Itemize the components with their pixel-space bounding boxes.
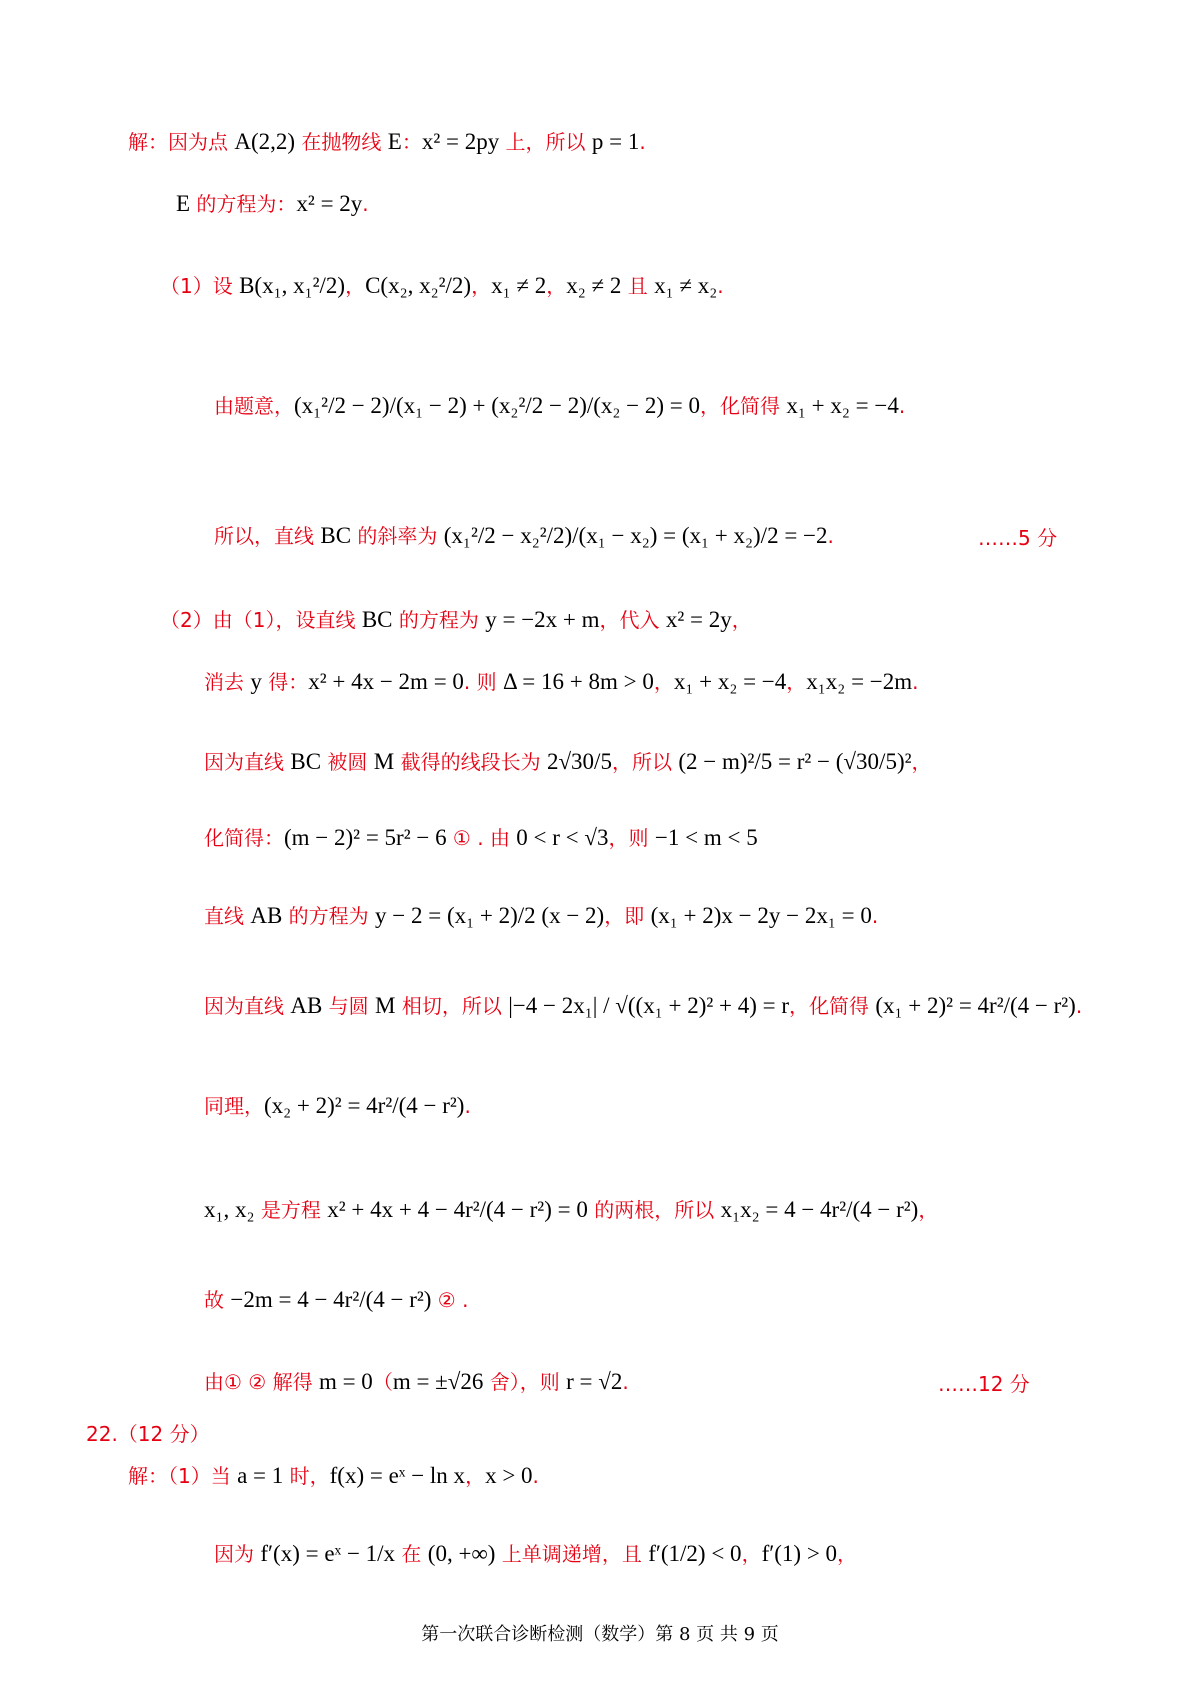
text-segment: ， xyxy=(465,1464,486,1488)
text-segment: 相切，所以 xyxy=(395,994,509,1018)
text-segment: 的斜率为 xyxy=(351,524,444,548)
text-segment: （1）设 xyxy=(160,274,240,298)
text-segment: 因为 xyxy=(214,1542,261,1566)
solution-line xyxy=(204,748,932,776)
text-segment: 与圆 xyxy=(322,994,376,1018)
text-segment: 时， xyxy=(283,1464,330,1488)
text-segment: 因为直线 xyxy=(204,994,291,1018)
text-segment: ， xyxy=(546,274,567,298)
math-expression: x² + 4x + 4 − 4r²/(4 − r²) = 0 xyxy=(327,1197,588,1222)
text-segment: . xyxy=(622,1370,629,1394)
math-expression: (x₁²/2 − x₂²/2)/(x₁ − x₂) = (x₁ + x₂)/2 = −2 xyxy=(443,523,828,548)
math-expression: (2 − m)²/5 = r² − (√30/5)² xyxy=(678,749,912,774)
score-marker: ……12 分 xyxy=(938,1372,1030,1396)
page-footer: 第一次联合诊断检测（数学）第 8 页 共 9 页 xyxy=(421,1624,779,1645)
text-segment: ， xyxy=(918,1198,939,1222)
solution-line xyxy=(204,1092,471,1120)
text-segment: 由题意， xyxy=(214,394,294,418)
math-expression: m = ±√26 xyxy=(392,1369,484,1394)
math-expression: A(2,2) xyxy=(234,129,296,154)
text-segment: 直线 xyxy=(204,904,251,928)
text-segment: . 则 xyxy=(463,670,503,694)
text-segment: 解：（1）当 xyxy=(128,1464,238,1488)
solution-line xyxy=(214,1540,857,1568)
text-segment: ， xyxy=(731,608,752,632)
text-segment: . xyxy=(827,524,834,548)
solution-line xyxy=(214,522,834,550)
solution-line xyxy=(160,272,724,300)
text-segment: . xyxy=(871,904,879,928)
text-segment: ， xyxy=(741,1542,762,1566)
solution-line xyxy=(176,190,369,218)
math-expression: BC xyxy=(320,523,352,548)
score-marker: ……5 分 xyxy=(978,526,1058,550)
math-expression: BC xyxy=(361,607,393,632)
math-expression: x² = 2py xyxy=(421,129,500,154)
text-segment: 消去 xyxy=(204,670,251,694)
math-expression: f′(x) = eˣ − 1/x xyxy=(260,1541,396,1566)
text-segment: 因为直线 xyxy=(204,750,291,774)
text-segment: 被圆 xyxy=(321,750,374,774)
math-expression: (0, +∞) xyxy=(427,1541,496,1566)
math-expression: f(x) = eˣ − ln x xyxy=(329,1463,466,1488)
math-expression: x² + 4x − 2m = 0 xyxy=(308,669,464,694)
text-segment: 化简得： xyxy=(204,826,284,850)
question-number-22: 22.（12 分） xyxy=(86,1422,210,1446)
math-expression: M xyxy=(373,749,395,774)
solution-line xyxy=(128,1462,539,1490)
math-expression: BC xyxy=(290,749,322,774)
text-segment: ② . xyxy=(431,1288,469,1312)
text-segment: ，化简得 xyxy=(700,394,787,418)
solution-line xyxy=(204,1368,629,1396)
text-segment: ， xyxy=(653,670,674,694)
solution-line xyxy=(204,1286,468,1314)
math-expression: −1 < m < 5 xyxy=(654,825,758,850)
text-segment: . xyxy=(362,192,369,216)
math-expression: (x₁ + 2)² = 4r²/(4 − r²) xyxy=(875,993,1076,1018)
math-expression: y − 2 = (x₁ + 2)/2 (x − 2) xyxy=(375,903,605,928)
math-expression: x > 0 xyxy=(485,1463,533,1488)
math-expression: AB xyxy=(290,993,323,1018)
text-segment: （ xyxy=(372,1370,393,1394)
math-expression: −2m = 4 − 4r²/(4 − r²) xyxy=(230,1287,432,1312)
text-segment: ， xyxy=(911,750,932,774)
math-expression: f′(1) > 0 xyxy=(761,1541,838,1566)
text-segment: 上，所以 xyxy=(499,130,592,154)
text-segment: . xyxy=(1075,994,1083,1018)
text-segment: . xyxy=(912,670,919,694)
solution-line xyxy=(128,128,646,156)
text-segment: 上单调递增，且 xyxy=(495,1542,649,1566)
text-segment: . xyxy=(639,130,646,154)
math-expression: 0 < r < √3 xyxy=(516,825,609,850)
math-expression: M xyxy=(375,993,396,1018)
math-expression: (m − 2)² = 5r² − 6 xyxy=(284,825,447,850)
math-expression: AB xyxy=(250,903,283,928)
text-segment: ① . 由 xyxy=(446,826,517,850)
solution-line xyxy=(214,392,905,420)
math-expression: x₁ ≠ 2 xyxy=(491,273,547,298)
text-segment: ， xyxy=(786,670,807,694)
text-segment: 截得的线段长为 xyxy=(394,750,547,774)
text-segment: ： xyxy=(401,130,422,154)
text-segment: 由① ② 解得 xyxy=(204,1370,319,1394)
solution-line xyxy=(204,1196,938,1224)
text-segment: . xyxy=(532,1464,539,1488)
text-segment: ，代入 xyxy=(599,608,666,632)
math-expression: (x₁²/2 − 2)/(x₁ − 2) + (x₂²/2 − 2)/(x₂ − 2) = 0 xyxy=(294,393,701,418)
text-segment: 所以，直线 xyxy=(214,524,321,548)
text-segment: . xyxy=(464,1094,471,1118)
math-expression: E xyxy=(176,191,191,216)
text-segment: ，则 xyxy=(608,826,655,850)
solution-line xyxy=(204,992,1082,1020)
math-expression: y = −2x + m xyxy=(485,607,600,632)
math-expression: x₁, x₂ xyxy=(204,1197,255,1222)
text-segment: 是方程 xyxy=(254,1198,328,1222)
text-segment: ，所以 xyxy=(611,750,679,774)
solution-line xyxy=(204,902,878,930)
text-segment: ， xyxy=(471,274,492,298)
solution-line xyxy=(204,824,758,852)
text-segment: ， xyxy=(345,274,366,298)
math-expression: |−4 − 2x₁| / √((x₁ + 2)² + 4) = r xyxy=(508,993,790,1018)
math-expression: (x₂ + 2)² = 4r²/(4 − r²) xyxy=(264,1093,465,1118)
solution-line xyxy=(204,668,919,696)
math-expression: x² = 2y xyxy=(665,607,732,632)
math-expression: E xyxy=(387,129,402,154)
text-segment: . xyxy=(717,274,724,298)
text-segment: （2）由（1），设直线 xyxy=(160,608,362,632)
math-expression: x² = 2y xyxy=(296,191,363,216)
text-segment: 在抛物线 xyxy=(295,130,388,154)
text-segment: . xyxy=(898,394,906,418)
math-expression: m = 0 xyxy=(318,1369,373,1394)
text-segment: 的方程为 xyxy=(282,904,376,928)
math-expression: x₁x₂ = 4 − 4r²/(4 − r²) xyxy=(720,1197,919,1222)
solution-line xyxy=(160,606,752,634)
math-expression: 2√30/5 xyxy=(546,749,612,774)
math-expression: x₁x₂ = −2m xyxy=(806,669,913,694)
math-expression: Δ = 16 + 8m > 0 xyxy=(503,669,654,694)
math-expression: (x₁ + 2)x − 2y − 2x₁ = 0 xyxy=(650,903,872,928)
math-expression: a = 1 xyxy=(237,1463,284,1488)
text-segment: 故 xyxy=(204,1288,231,1312)
text-segment: 在 xyxy=(395,1542,428,1566)
text-segment: 的方程为 xyxy=(392,608,486,632)
math-expression: f′(1/2) < 0 xyxy=(648,1541,742,1566)
math-expression: p = 1 xyxy=(591,129,640,154)
text-segment: ，化简得 xyxy=(789,994,876,1018)
text-segment: 的方程为： xyxy=(190,192,297,216)
text-segment: ， xyxy=(837,1542,858,1566)
text-segment: 解：因为点 xyxy=(128,130,235,154)
math-expression: x₂ ≠ 2 xyxy=(566,273,622,298)
math-expression: y xyxy=(250,669,262,694)
math-expression: x₁ + x₂ = −4 xyxy=(786,393,899,418)
math-expression: r = √2 xyxy=(566,1369,623,1394)
math-expression: x₁ ≠ x₂ xyxy=(654,273,718,298)
math-expression: x₁ + x₂ = −4 xyxy=(673,669,787,694)
text-segment: 得： xyxy=(261,670,309,694)
text-segment: 同理， xyxy=(204,1094,264,1118)
text-segment: 舍），则 xyxy=(483,1370,567,1394)
math-expression: B(x₁, x₁²/2) xyxy=(239,273,346,298)
text-segment: 的两根，所以 xyxy=(587,1198,721,1222)
text-segment: 且 xyxy=(621,274,655,298)
text-segment: ，即 xyxy=(604,904,651,928)
math-expression: C(x₂, x₂²/2) xyxy=(365,273,472,298)
